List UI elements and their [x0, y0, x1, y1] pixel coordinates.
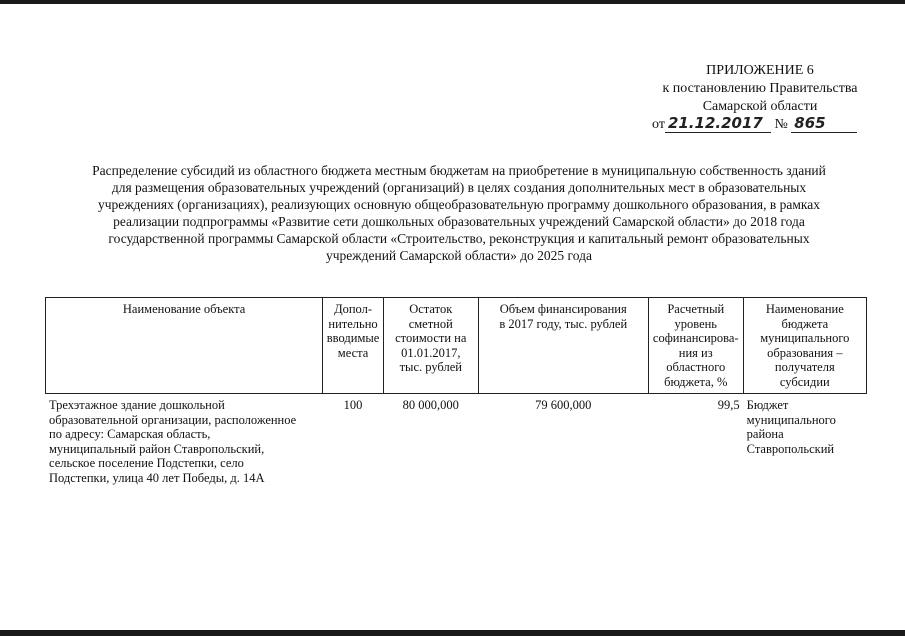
- title-line: для размещения образовательных учреждений (организаций) в целях создания дополнительных мест в образовательных: [111, 180, 807, 195]
- cell-recipient-budget: Бюджет муниципального района Ставропольский: [746, 398, 836, 456]
- date-prefix: от: [652, 117, 665, 132]
- scan-edge-top: [0, 0, 905, 4]
- title-line: государственной программы Самарской области «Строительство, реконструкция и капитальный ремонт образовательных: [108, 231, 810, 246]
- handwritten-date: 21.12.2017: [665, 114, 771, 133]
- cell-object-name: Трехэтажное здание дошкольной образовательной организации, расположенное по адресу: Самарская область, муниципальный район Ставропольский, сельское поселение Подстепки, село Подстепки, улица 40 лет Победы, д. 14А: [49, 398, 297, 485]
- appendix-decree-ref: к постановлению Правительства: [662, 81, 858, 96]
- header-cofinancing-level: Расчетный уровень софинансирова- ния из областного бюджета, %: [648, 298, 743, 394]
- cell-cofinancing-level: 99,5: [717, 398, 740, 412]
- document-title: [50, 162, 868, 264]
- header-object-name: Наименование объекта: [46, 298, 323, 394]
- title-line: реализации подпрограммы «Развитие сети дошкольных образовательных учреждений Самарской области» до 2018 года: [113, 214, 805, 229]
- header-recipient-budget: Наименование бюджета муниципального образования – получателя субсидии: [743, 298, 866, 394]
- title-line: Распределение субсидий из областного бюджета местным бюджетам на приобретение в муниципальную собственность зданий: [92, 163, 826, 178]
- appendix-title: ПРИЛОЖЕНИЕ 6: [706, 63, 814, 78]
- cell-places: 100: [343, 398, 363, 412]
- handwritten-number: 865: [791, 114, 857, 133]
- table-row: [46, 394, 867, 490]
- number-label: №: [774, 117, 788, 132]
- title-line: учреждений Самарской области» до 2025 года: [326, 248, 592, 263]
- appendix-header: [640, 62, 880, 116]
- scan-edge-bottom: [0, 630, 905, 636]
- appendix-region: Самарской области: [702, 99, 818, 114]
- subsidy-table: [45, 297, 867, 489]
- header-financing-2017: Объем финансирования в 2017 году, тыс. рублей: [478, 298, 648, 394]
- header-additional-places: Допол- нительно вводимые места: [323, 298, 384, 394]
- table-header-row: [46, 298, 867, 394]
- decree-date-number: [652, 114, 867, 136]
- cell-financing-2017: 79 600,000: [535, 398, 592, 412]
- title-line: учреждениях (организациях), реализующих основную общеобразовательную программу дошкольного образования, в рамках: [97, 197, 821, 212]
- header-remaining-cost: Остаток сметной стоимости на 01.01.2017, тыс. рублей: [383, 298, 478, 394]
- cell-remaining-cost: 80 000,000: [402, 398, 459, 412]
